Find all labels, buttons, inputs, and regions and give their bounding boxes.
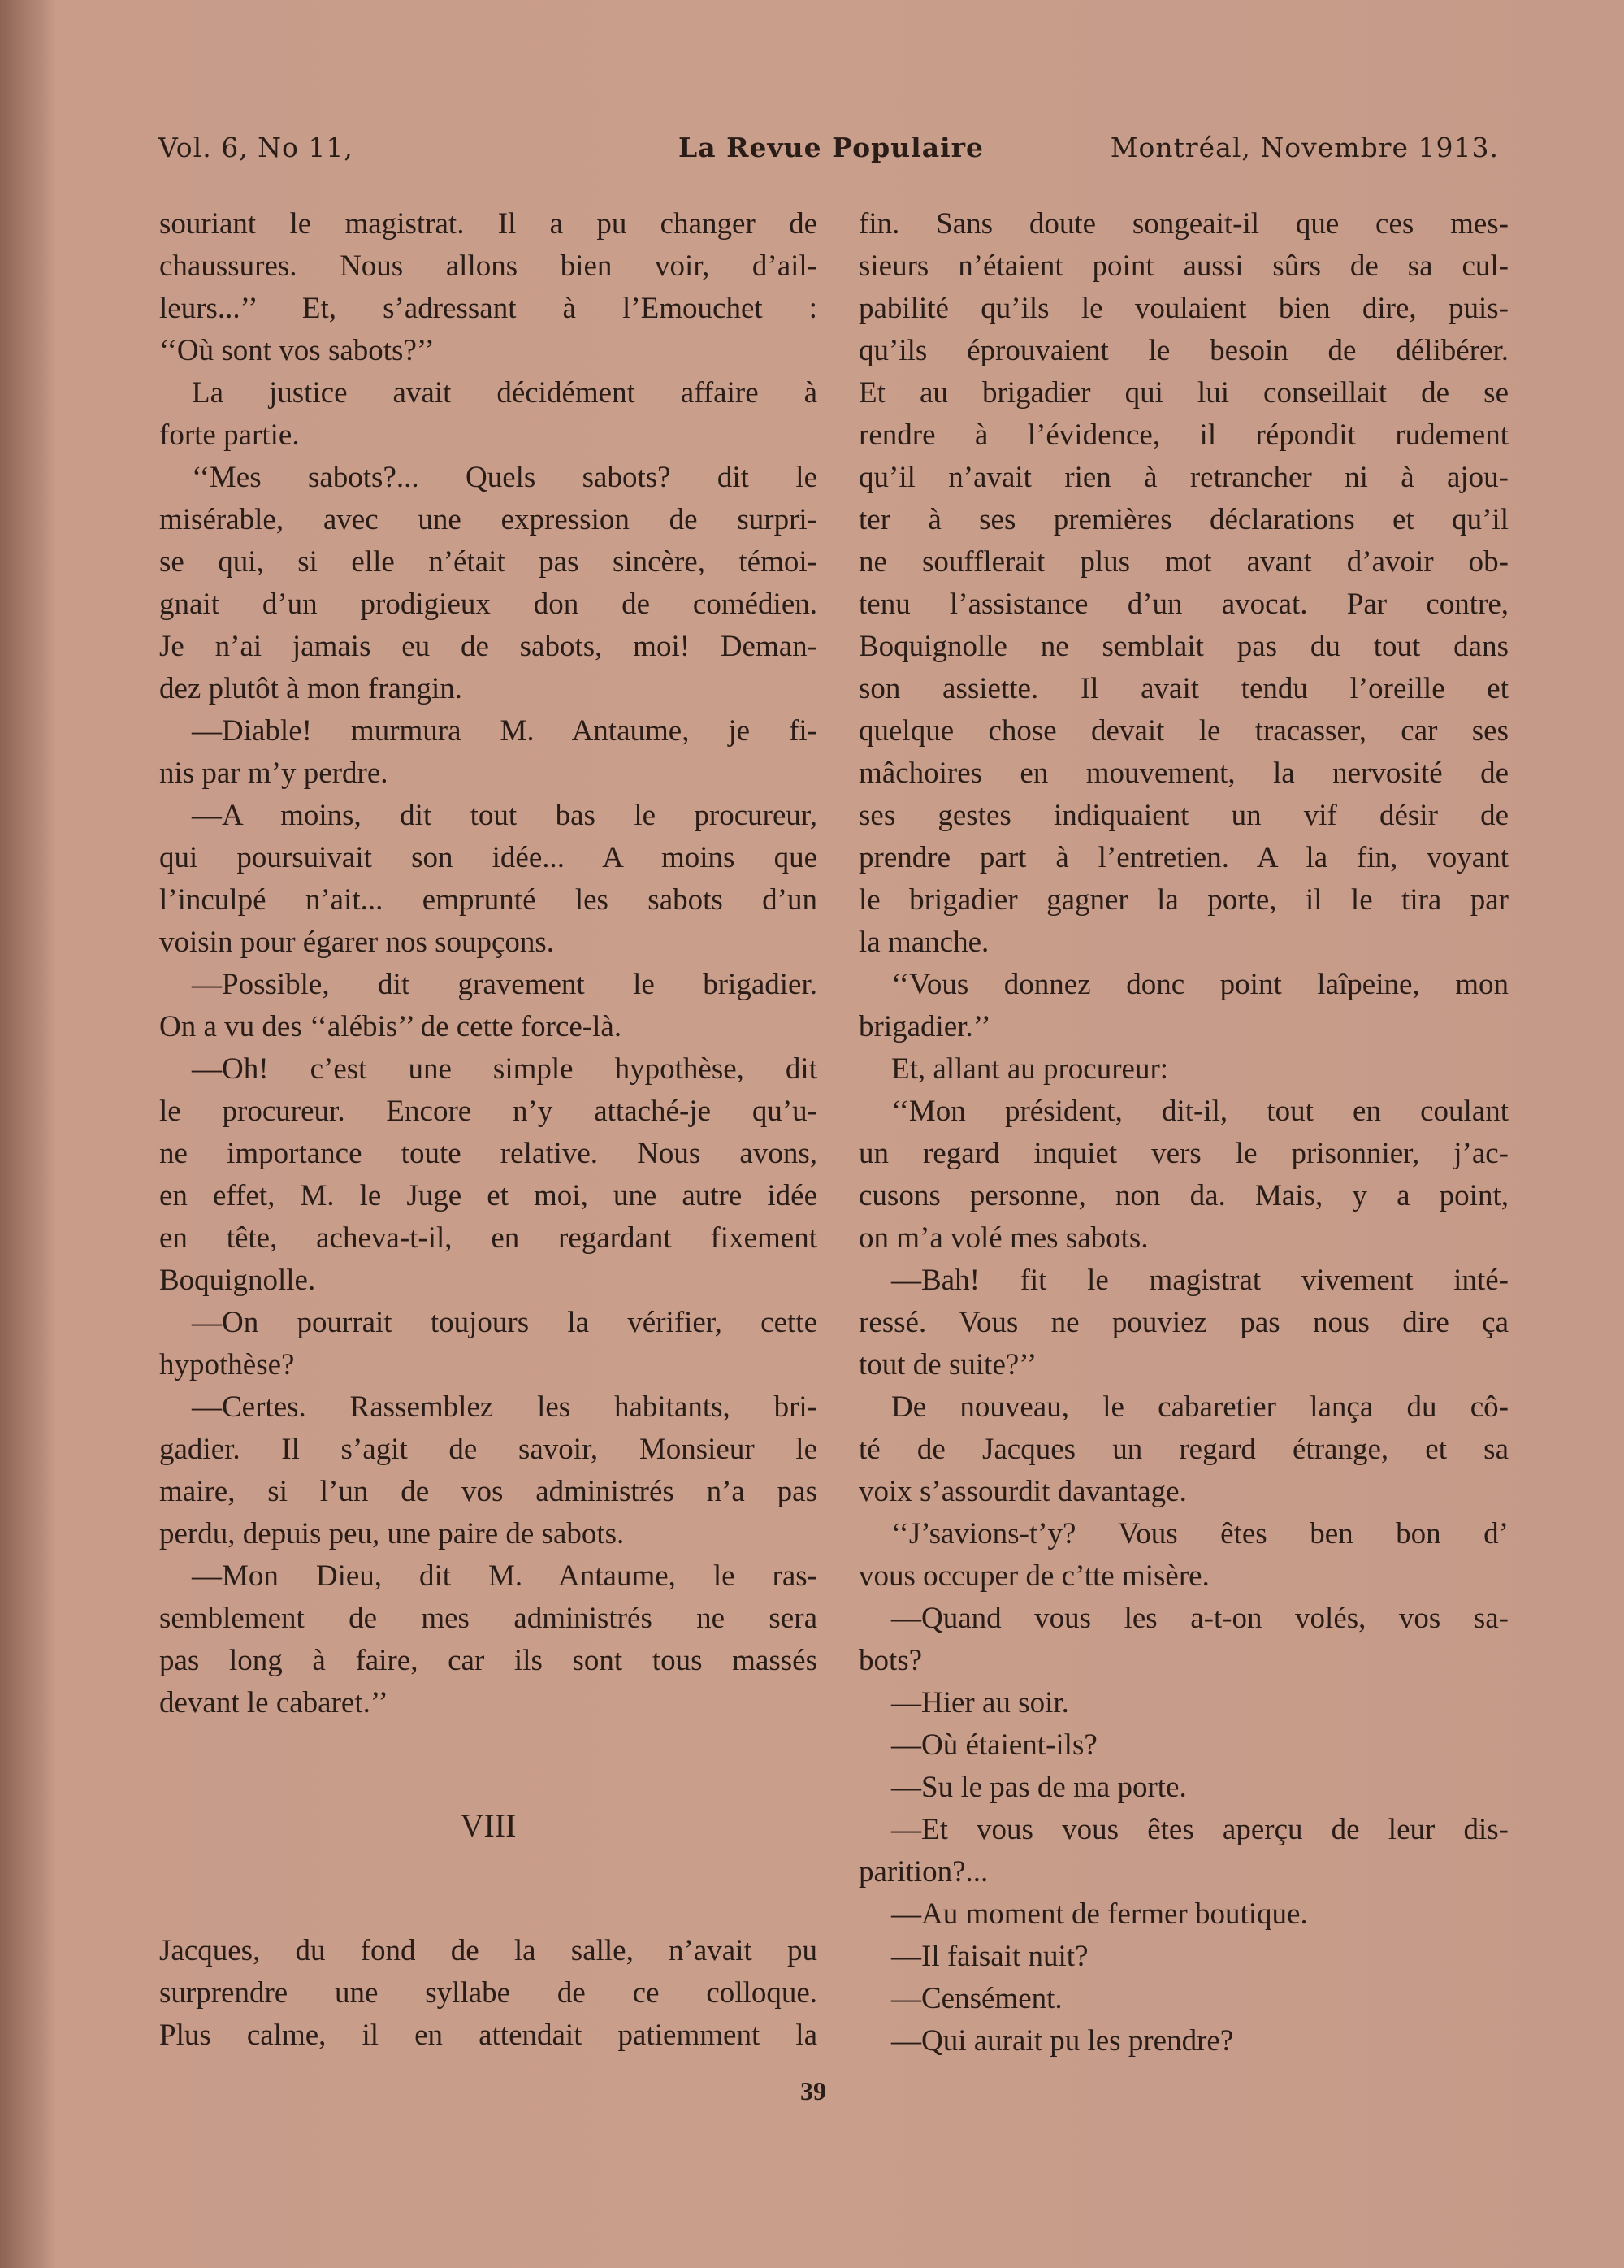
header-title: La Revue Populaire xyxy=(678,132,984,163)
text-line: la manche. xyxy=(859,926,990,959)
text-line: rendre à l’évidence, il répondit rudement xyxy=(859,418,1509,452)
text-line: un regard inquiet vers le prisonnier, j’ac- xyxy=(859,1137,1509,1170)
text-line: On a vu des ‘‘alébis’’ de cette force-là. xyxy=(159,1010,622,1043)
text-line: le brigadier gagner la porte, il le tira par xyxy=(859,883,1509,917)
text-line: ‘‘Mon président, dit-il, tout en coulant xyxy=(891,1095,1509,1128)
text-line: en tête, acheva-t-il, en regardant fixement xyxy=(159,1221,817,1255)
text-line: vous occuper de c’tte misère. xyxy=(859,1559,1210,1593)
text-line: voisin pour égarer nos soupçons. xyxy=(159,926,555,959)
text-line: La justice avait décidément affaire à xyxy=(192,376,817,410)
text-line: qu’ils éprouvaient le besoin de délibérer. xyxy=(859,334,1509,367)
text-line: —Possible, dit gravement le brigadier. xyxy=(192,968,817,1001)
text-line: —Hier au soir. xyxy=(891,1686,1069,1719)
text-line: ‘‘Mes sabots?... Quels sabots? dit le xyxy=(192,461,817,494)
text-line: —Quand vous les a-t-on volés, vos sa- xyxy=(891,1602,1509,1635)
text-line: cusons personne, non da. Mais, y a point, xyxy=(859,1179,1509,1212)
text-line: —Qui aurait pu les prendre? xyxy=(891,2024,1234,2058)
text-line: parition?... xyxy=(859,1855,989,1889)
text-line: —Censément. xyxy=(891,1982,1063,2015)
text-line: —Au moment de fermer boutique. xyxy=(891,1897,1308,1931)
text-line: sieurs n’étaient point aussi sûrs de sa cul- xyxy=(859,249,1509,283)
text-line: tenu l’assistance d’un avocat. Par contre, xyxy=(859,588,1509,621)
text-line: hypothèse? xyxy=(159,1348,295,1381)
text-line: —Où étaient-ils? xyxy=(891,1728,1098,1762)
text-line: son assiette. Il avait tendu l’oreille et xyxy=(859,672,1509,705)
text-line: De nouveau, le cabaretier lança du cô- xyxy=(891,1390,1509,1424)
text-line: prendre part à l’entretien. A la fin, voyant xyxy=(859,841,1509,874)
text-line: —Oh! c’est une simple hypothèse, dit xyxy=(192,1052,817,1086)
text-line: quelque chose devait le tracasser, car ses xyxy=(859,714,1509,748)
text-line: gadier. Il s’agit de savoir, Monsieur le xyxy=(159,1433,817,1466)
running-header xyxy=(158,132,1499,172)
text-line: pabilité qu’ils le voulaient bien dire, puis- xyxy=(859,292,1509,325)
text-line: qui poursuivait son idée... A moins que xyxy=(159,841,817,874)
text-line: ressé. Vous ne pouviez pas nous dire ça xyxy=(859,1306,1509,1339)
text-line: Plus calme, il en attendait patiemment la xyxy=(159,2019,817,2052)
text-line: Et au brigadier qui lui conseillait de se xyxy=(859,376,1509,410)
text-line: tout de suite?’’ xyxy=(859,1348,1037,1381)
text-line: dez plutôt à mon frangin. xyxy=(159,672,462,705)
text-line: voix s’assourdit davantage. xyxy=(859,1475,1187,1508)
text-line: nis par m’y perdre. xyxy=(159,757,388,790)
left-column xyxy=(159,203,817,1724)
text-line: devant le cabaret.’’ xyxy=(159,1686,388,1719)
text-line: fin. Sans doute songeait-il que ces mes- xyxy=(859,207,1509,241)
left-column-continued xyxy=(159,1930,817,2057)
text-line: ses gestes indiquaient un vif désir de xyxy=(859,799,1509,832)
text-line: Boquignolle. xyxy=(159,1264,316,1297)
text-line: —A moins, dit tout bas le procureur, xyxy=(192,799,817,832)
text-line: ‘‘J’savions-t’y? Vous êtes ben bon d’ xyxy=(891,1517,1509,1550)
text-line: on m’a volé mes sabots. xyxy=(859,1221,1149,1255)
text-line: —On pourrait toujours la vérifier, cette xyxy=(192,1306,817,1339)
header-place-date: Montréal, Novembre 1913. xyxy=(1110,132,1499,163)
text-line: semblement de mes administrés ne sera xyxy=(159,1602,817,1635)
text-line: —Il faisait nuit? xyxy=(891,1940,1089,1973)
text-line: chaussures. Nous allons bien voir, d’ail- xyxy=(159,249,817,283)
text-line: Je n’ai jamais eu de sabots, moi! Deman- xyxy=(159,630,817,663)
text-line: té de Jacques un regard étrange, et sa xyxy=(859,1433,1509,1466)
text-line: leurs...’’ Et, s’adressant à l’Emouchet : xyxy=(159,292,817,325)
text-line: Jacques, du fond de la salle, n’avait pu xyxy=(159,1934,817,1967)
text-line: surprendre une syllabe de ce colloque. xyxy=(159,1976,817,2010)
text-line: maire, si l’un de vos administrés n’a pas xyxy=(159,1475,817,1508)
text-line: perdu, depuis peu, une paire de sabots. xyxy=(159,1517,625,1550)
text-line: —Et vous vous êtes aperçu de leur dis- xyxy=(891,1813,1509,1846)
text-line: Et, allant au procureur: xyxy=(891,1052,1169,1086)
text-line: se qui, si elle n’était pas sincère, témoi- xyxy=(159,545,817,579)
text-line: ‘‘Vous donnez donc point laîpeine, mon xyxy=(891,968,1509,1001)
text-line: misérable, avec une expression de surpri- xyxy=(159,503,817,536)
text-line: Boquignolle ne semblait pas du tout dans xyxy=(859,630,1509,663)
text-line: forte partie. xyxy=(159,418,300,452)
page-number: 39 xyxy=(800,2076,826,2105)
text-line: ne soufflerait plus mot avant d’avoir ob- xyxy=(859,545,1509,579)
text-line: bots? xyxy=(859,1644,923,1677)
text-line: souriant le magistrat. Il a pu changer de xyxy=(159,207,817,241)
text-line: brigadier.’’ xyxy=(859,1010,991,1043)
text-line: le procureur. Encore n’y attaché-je qu’u- xyxy=(159,1095,817,1128)
text-line: —Diable! murmura M. Antaume, je fi- xyxy=(192,714,817,748)
text-line: pas long à faire, car ils sont tous massés xyxy=(159,1644,817,1677)
text-line: gnait d’un prodigieux don de comédien. xyxy=(159,588,817,621)
text-line: mâchoires en mouvement, la nervosité de xyxy=(859,757,1509,790)
text-line: l’inculpé n’ait... emprunté les sabots d’un xyxy=(159,883,817,917)
header-volume: Vol. 6, No 11, xyxy=(158,132,353,163)
section-heading: VIII xyxy=(460,1807,517,1844)
text-line: ter à ses premières déclarations et qu’il xyxy=(859,503,1509,536)
text-line: en effet, M. le Juge et moi, une autre idée xyxy=(159,1179,817,1212)
text-line: —Certes. Rassemblez les habitants, bri- xyxy=(192,1390,817,1424)
text-line: —Mon Dieu, dit M. Antaume, le ras- xyxy=(192,1559,817,1593)
text-line: —Su le pas de ma porte. xyxy=(891,1771,1187,1804)
text-line: —Bah! fit le magistrat vivement inté- xyxy=(891,1264,1509,1297)
page-spine-shadow xyxy=(0,0,57,2268)
text-line: qu’il n’avait rien à retrancher ni à ajou- xyxy=(859,461,1509,494)
text-line: ‘‘Où sont vos sabots?’’ xyxy=(159,334,435,367)
text-line: ne importance toute relative. Nous avons, xyxy=(159,1137,817,1170)
right-column xyxy=(859,203,1509,2062)
